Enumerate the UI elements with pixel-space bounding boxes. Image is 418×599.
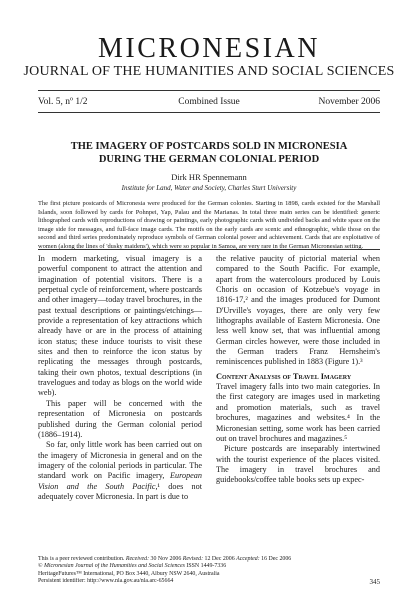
article-title-line-1: THE IMAGERY OF POSTCARDS SOLD IN MICRONESIA — [70, 141, 348, 152]
body-paragraph — [38, 440, 202, 502]
abstract-rule — [38, 249, 380, 250]
persistent-identifier-line: Persistent identifier: http://www.nla.gov.au/nla.arc-65664 — [38, 577, 174, 584]
issue-date: November 2006 — [318, 97, 380, 107]
copyright-line — [38, 563, 380, 570]
author-affiliation: Institute for Land, Water and Society, Charles Sturt University — [121, 184, 297, 192]
footer-text: This is a peer reviewed contribution. — [38, 556, 126, 562]
accepted-label: Accepted: — [236, 556, 260, 562]
article-abstract: The first picture postcards of Micronesia were produced for the German colonies. Starting in 1898, cards existed for the Marshall Islands, soon followed by cards for Pohnpei, Yap, Palau and the Marianas. In total three main series can be identified: generic lithographed cards with reproductions of drawing or paintings, early photographic cards with undivided backs and white space on the image side for messages, and full-face image cards. The motifs on the early cards are scenic and ethnographic, while those on the second and third series predominately reproduce symbols of German colonial power and achievement. Cards that are exploitative of women (along the lines of 'dusky maidens'), which were so popular in Samoa, are very rare in the German Micronesian setting. — [38, 200, 380, 250]
body-paragraph: In modern marketing, visual imagery is a powerful component to attract the attention and imagination of potential visitors. There is a perpetual cycle of reinforcement, where postcards and other imagery—today travel brochures, in the past textual descriptions or paintings/etchings— provide a representation of key attractions which already have or are in the process of attaining icon status; these induce tourists to visit these sites and then to reinforce the icon status by replicating the messages through postcards, taking their own photos, textual descriptions (in travelogues and today as blogs on the world wide web). — [38, 254, 202, 398]
page-footer — [38, 556, 380, 585]
body-text: ,¹ does not adequately cover Micronesia. In part is due to — [38, 481, 202, 501]
footer-text: ISSN 1449-7336 — [184, 563, 227, 570]
journal-name-italic: Micronesian Journal of the Humanities and Social Sciences — [43, 563, 185, 570]
journal-subtitle: JOURNAL OF THE HUMANITIES AND SOCIAL SCIENCES — [23, 64, 395, 79]
received-date: 30 Nov 2006 — [149, 556, 183, 562]
body-paragraph: Travel imagery falls into two main categories. In the first category are images used in marketing and promotion materials, such as travel brochures, magazines and websites.⁴ In the Micronesian setting, some work has been carried out on travel brochures and magazines.⁵ — [216, 382, 380, 443]
header-rule-top — [38, 90, 380, 91]
publisher-line: HeritageFutures™ International, PO Box 3440, Albury NSW 2640, Australia — [38, 570, 220, 577]
revised-date: 12 Dec 2006 — [203, 556, 237, 562]
review-info-line — [38, 556, 380, 563]
issue-info-line — [38, 95, 380, 109]
issue-type-label: Combined Issue — [178, 97, 240, 107]
accepted-date: 16 Dec 2006 — [259, 556, 292, 562]
revised-label: Revised: — [182, 556, 204, 562]
section-heading: Content Analysis of Travel Imagery — [216, 371, 352, 381]
body-column-right — [216, 254, 380, 486]
article-title — [38, 140, 380, 166]
article-title-line-2: DURING THE GERMAN COLONIAL PERIOD — [98, 154, 320, 165]
footer-text: © — [38, 563, 44, 570]
page-number: 345 — [369, 578, 380, 586]
body-paragraph: This paper will be concerned with the representation of Micronesia on postcards published during the German colonial period (1886–1914). — [38, 398, 202, 439]
body-text: So far, only little work has been carried out on the imagery of Micronesia in general and on the imagery of the colonial periods in particular. The standard work on Pacific imagery, — [38, 440, 202, 481]
body-column-left — [38, 254, 202, 502]
volume-label: Vol. 5, nº 1/2 — [38, 97, 88, 107]
author-name: Dirk HR Spennemann — [171, 172, 247, 182]
body-paragraph: the relative paucity of pictorial material when compared to the South Pacific. For example, apart from the watercolours produced by Louis Choris on occasion of Kotzebue's voyage in 1816-17,² and the images produced for Dumont D'Urville's voyages, there are only very few lithographs available of Eastern Micronesia. One less well know set, that was influential among German circles however, were those included in the German traders Franz Hernsheim's reminiscences published in 1883 (Figure 1).³ — [216, 254, 380, 367]
cited-work-title: European Vision and the South Pacific — [38, 471, 202, 491]
journal-title: MICRONESIAN — [98, 33, 320, 64]
header-rule-bottom — [38, 112, 380, 113]
body-paragraph: Picture postcards are inseparably intertwined with the tourist experience of the places visited. The imagery in travel brochures and guidebooks/coffee table books sets up expec- — [216, 444, 380, 485]
received-label: Received: — [125, 556, 150, 562]
